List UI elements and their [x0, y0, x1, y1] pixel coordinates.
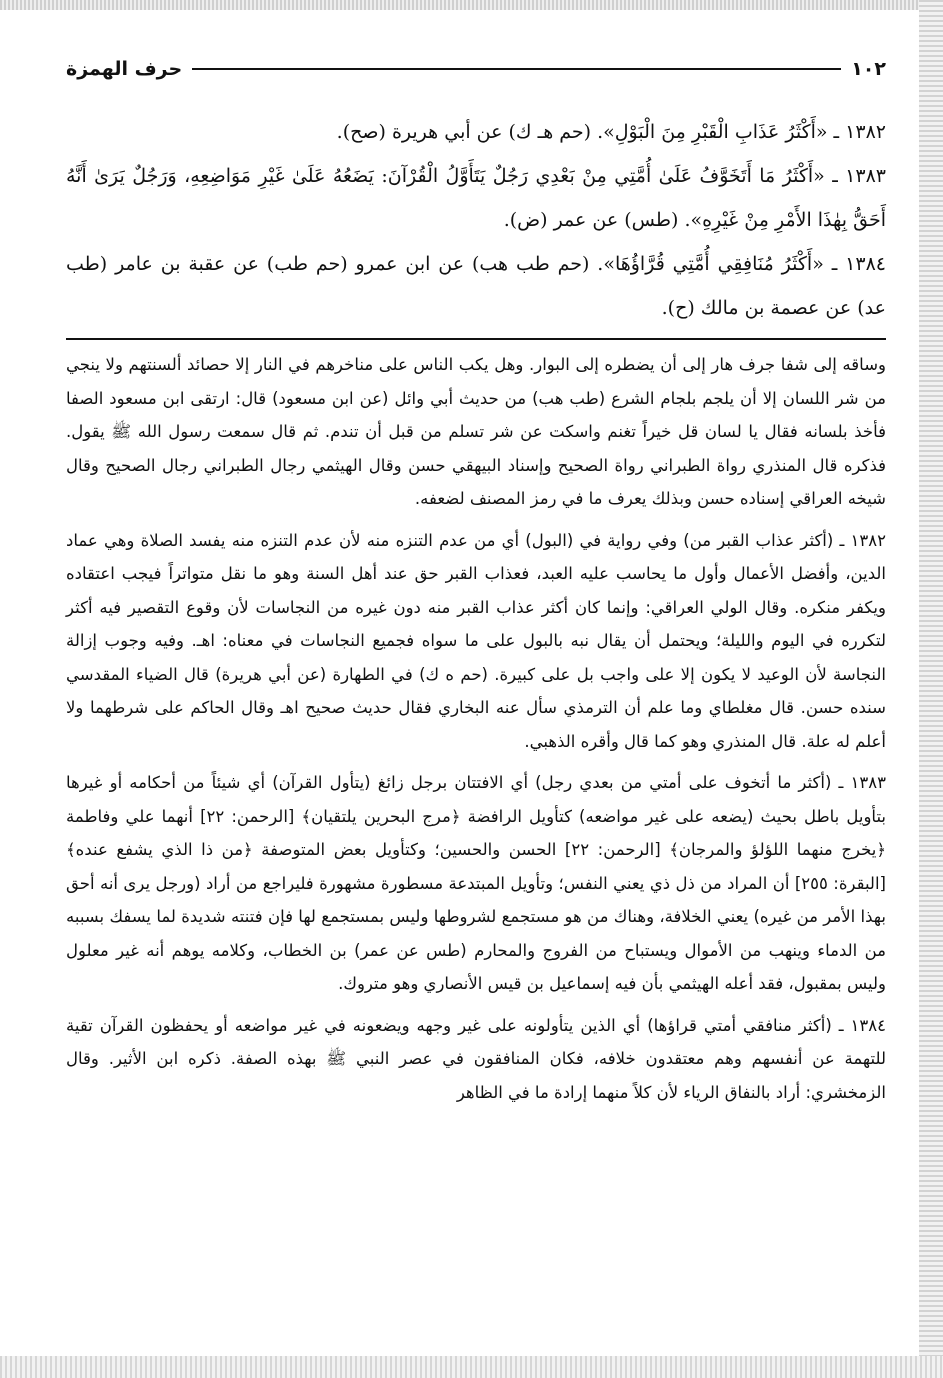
scan-edge-right [919, 0, 943, 1378]
commentary-paragraph-1382: ١٣٨٢ ـ (أكثر عذاب القبر من) وفي رواية في (البول) أي من عدم التنزه منه لأن عدم التنزه منه يفسد الصلاة وهي عماد الدين، وأفضل الأعمال وأول ما يحاسب عليه العبد، فعذاب القبر حق عند أهل السنة وهو ما نقل متواتراً فيجب اعتقاده ويكفر منكره. وقال الولي العراقي: وإنما كان أكثر عذاب القبر منه دون غيره من النجاسات لأن وقوع التقصير فيه أكثر لتكرره في اليوم والليلة؛ ويحتمل أن يقال نبه بالبول على ما سواه فجميع النجاسات في معناه: اهـ. وفيه وجوب إزالة النجاسة لأن الوعيد لا يكون إلا على واجب بل على كبيرة. (حم ه ك) في الطهارة (عن أبي هريرة) قال الضياء المقدسي سنده حسن. قال مغلطاي وما علم أن الترمذي سأل عنه البخاري فقال حديث صحيح اهـ وقال الحاكم على شرطهما ولا أعلم له علة. قال المنذري وهو كما قال وأقره الذهبي. [66, 530, 886, 751]
hadith-1382: ١٣٨٢ ـ «أَكْثَرُ عَذَابِ الْقَبْرِ مِنَ الْبَوْلِ». (حم هـ ك) عن أبي هريرة (صح). [336, 121, 886, 143]
commentary-section [66, 348, 886, 1109]
page-number: ١٠٢ [851, 58, 886, 80]
hadith-1383: ١٣٨٣ ـ «أَكْثَرُ مَا أَتَخَوَّفُ عَلَىٰ أُمَّتِي مِنْ بَعْدِي رَجُلٌ يَتَأَوَّلُ الْقُرْآنَ: يَضَعُهُ عَلَىٰ غَيْرِ مَوَاضِعِهِ، وَرَجُلٌ يَرَىٰ أَنَّهُ أَحَقُّ بِهٰذَا الأَمْرِ مِنْ غَيْرِهِ». (طس) عن عمر (ض). [66, 165, 886, 231]
scan-edge-top [0, 0, 943, 10]
hadith-text-section [66, 110, 886, 330]
commentary-paragraph-1384: ١٣٨٤ ـ (أكثر منافقي أمتي قراؤها) أي الذين يتأولونه على غير وجهه ويضعونه في غير مواضعه أو يحفظون القرآن تقية للتهمة عن أنفسهم وهم معتقدون خلافه، فكان المنافقون في عصر النبي ﷺ بهذه الصفة. ذكره ابن الأثير. وقال الزمخشري: أراد بالنفاق الرياء لأن كلاً منهما إرادة ما في الظاهر [66, 1015, 886, 1102]
scan-edge-bottom [0, 1356, 943, 1378]
section-divider [66, 338, 886, 340]
page-header [66, 52, 886, 86]
hadith-1384: ١٣٨٤ ـ «أَكْثَرُ مُنَافِقِي أُمَّتِي قُرَّاؤُهَا». (حم طب هب) عن ابن عمرو (حم طب) عن عقبة بن عامر (طب عد) عن عصمة بن مالك (ح). [66, 253, 886, 319]
header-rule [192, 68, 841, 70]
commentary-paragraph-1383: ١٣٨٣ ـ (أكثر ما أتخوف على أمتي من بعدي رجل) أي الافتتان برجل زائغ (يتأول القرآن) أي شيئاً من أحكامه أو غيرها بتأويل باطل بحيث (يضعه على غير مواضعه) كتأويل الرافضة ﴿مرج البحرين يلتقيان﴾ [الرحمن: ٢٢] أنهما علي وفاطمة ﴿يخرج منهما اللؤلؤ والمرجان﴾ [الرحمن: ٢٢] الحسن والحسين؛ وكتأويل بعض المتوصفة ﴿من ذا الذي يشفع عنده﴾ [البقرة: ٢٥٥] أن المراد من ذل ذي يعني النفس؛ وتأويل المبتدعة مسطورة مشهورة فليراجع من أراد (ورجل يرى أنه أحق بهذا الأمر من غيره) يعني الخلافة، وهناك من هو مستجمع لشروطها وليس بمستجمع لها فإن فتنته شديدة لما يسفك بسببه من الدماء وينهب من الأموال ويستباح من الفروج والمحارم (طس عن عمر) بن الخطاب، وكلامه يوهم أنه غير معلول وليس بمقبول، فقد أعله الهيثمي بأن فيه إسماعيل بن قيس الأنصاري وهو متروك. [66, 773, 887, 993]
book-page [66, 52, 886, 1352]
commentary-paragraph-continued: وساقه إلى شفا جرف هار إلى أن يضطره إلى البوار. وهل يكب الناس على مناخرهم في النار إلا حصائد ألسنتهم ولا ينجي من شر اللسان إلا أن يلجم بلجام الشرع (طب هب) من حديث أبي وائل (عن ابن مسعود) قال: ارتقى ابن مسعود الصفا فأخذ بلسانه فقال يا لسان قل خيراً تغنم واسكت عن شر تسلم من قبل أن تندم. ثم قال سمعت رسول الله ﷺ يقول. فذكره قال المنذري رواة الطبراني رواة الصحيح وإسناد البيهقي حسن وقال الهيثمي رجال الطبراني رجال الصحيح وقال شيخه العراقي إسناده حسن وبذلك يعرف ما في رمز المصنف لضعفه. [66, 355, 886, 508]
chapter-title: حرف الهمزة [66, 58, 183, 80]
